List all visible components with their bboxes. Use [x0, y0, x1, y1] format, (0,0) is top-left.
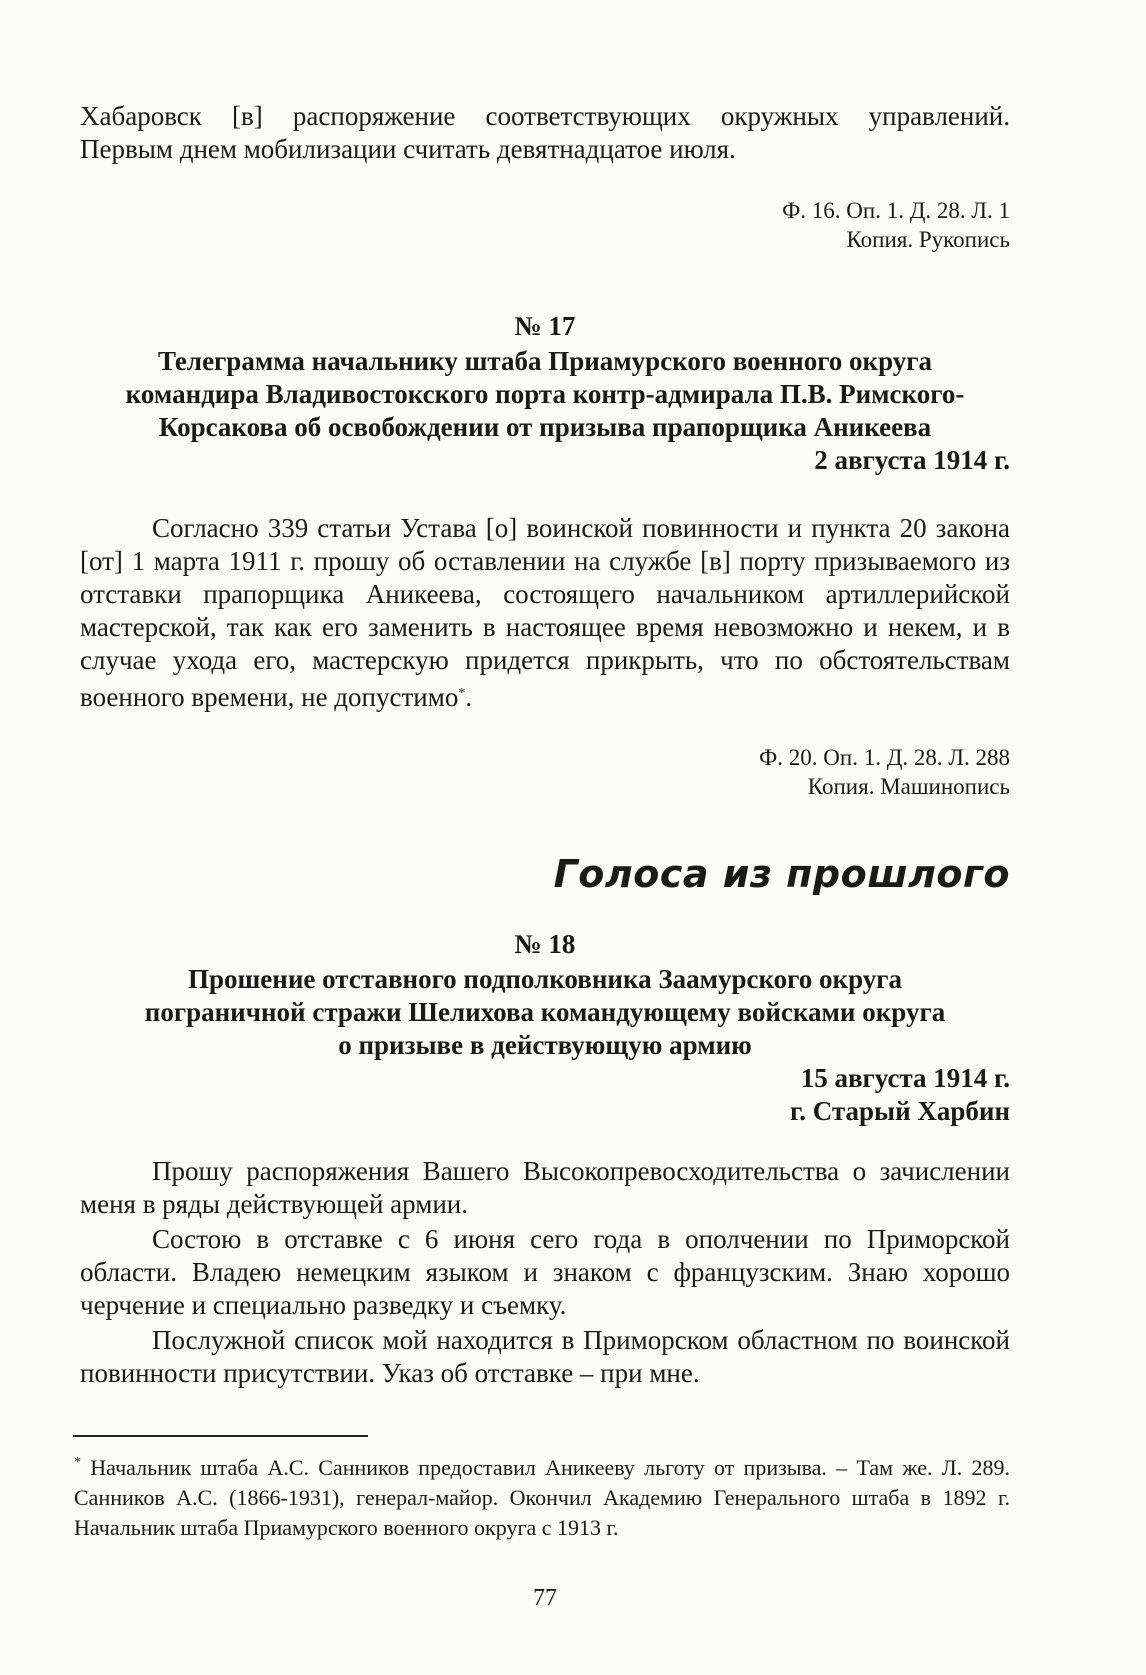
footnote-reference-mark: *: [458, 686, 466, 701]
doc17-date: 2 августа 1914 г.: [814, 445, 1010, 475]
doc17-number: № 17: [514, 311, 576, 341]
footnote-paragraph: [74, 1448, 1010, 1543]
archive-reference-1: [80, 196, 1010, 254]
doc18-title-line-2: пограничной стражи Шелихова командующему войсками округа: [144, 997, 946, 1027]
intro-text: [80, 100, 1010, 166]
footnote-divider: [73, 1435, 368, 1437]
doc17-title-line-1: Телеграмма начальнику штаба Приамурского военного округа: [157, 346, 933, 376]
doc18-paragraph-1: Прошу распоряжения Вашего Высокопревосходительства о зачислении меня в ряды действующей армии.: [80, 1156, 1010, 1219]
doc18-number: № 18: [514, 929, 576, 959]
doc17-paragraph: Согласно 339 статьи Устава [о] воинской повинности и пункта 20 закона [от] 1 марта 1911 г. прошу об оставлении на службе [в] порту призываемого из отставки прапорщика Аникеева, состоящего начальником артиллерийской мастерской, так как его заменить в настоящее время невозможно и некем, и в случае ухода его, мастерскую придется прикрыть, что по обстоятельствам военного времени, не допустимо*.: [80, 513, 1010, 712]
doc18-header: [80, 928, 1010, 1128]
doc18-paragraph-2: Состою в отставке с 6 июня сего года в ополчении по Приморской области. Владею немецким языком и знаком с французским. Знаю хорошо черчение и специально разведку и съемку.: [80, 1224, 1010, 1320]
doc18-body: [80, 1155, 1010, 1390]
doc17-title-line-3: Корсакова об освобождении от призыва прапорщика Аникеева: [158, 412, 932, 442]
page-number: [80, 1585, 1010, 1612]
doc18-title-line-1: Прошение отставного подполковника Заамурского округа: [188, 964, 902, 994]
doc18-title-line-3: о призыве в действующую армию: [338, 1030, 752, 1060]
doc17-header: [80, 310, 1010, 477]
section-title: [80, 852, 1010, 896]
doc18-place: г. Старый Харбин: [790, 1096, 1010, 1126]
intro-line-1: Хабаровск [в] распоряжение соответствующих окружных управлений.: [80, 101, 1010, 131]
archive-copy-type: Копия. Рукопись: [846, 227, 1010, 252]
archive-ref: Ф. 16. Оп. 1. Д. 28. Л. 1: [782, 198, 1010, 223]
doc17-title-line-2: командира Владивостокского порта контр-адмирала П.В. Римского-: [125, 379, 965, 409]
archive-reference-2: [80, 743, 1010, 801]
doc18-paragraph-3: Послужной список мой находится в Приморском областном по воинской повинности присутствии. Указ об отставке – при мне.: [80, 1325, 1010, 1388]
footnote-text: Начальник штаба А.С. Санников предоставил Аникееву льготу от призыва. – Там же. Л. 289. Санников А.С. (1866-1931), генерал-майор. Окончил Академию Генерального штаба в 1892 г. Начальник штаба Приамурского военного округа с 1913 г.: [74, 1455, 1011, 1540]
doc18-date: 15 августа 1914 г.: [800, 1063, 1010, 1093]
doc17-body: [80, 512, 1010, 714]
footnote: [74, 1448, 1010, 1543]
doc17-body-text: Согласно 339 статьи Устава [о] воинской повинности и пункта 20 закона [от] 1 марта 1911 г. прошу об оставлении на службе [в] порту призываемого из отставки прапорщика Аникеева, состоящего начальником артиллерийской мастерской, так как его заменить в настоящее время невозможно и некем, и в случае ухода его, мастерскую придется прикрыть, что по обстоятельствам военного времени, не допустимо: [80, 513, 1010, 712]
archive-copy-type: Копия. Машинопись: [807, 774, 1010, 799]
footnote-mark: *: [74, 1455, 81, 1470]
intro-line-2: Первым днем мобилизации считать девятнадцатое июля.: [80, 134, 736, 164]
archive-ref: Ф. 20. Оп. 1. Д. 28. Л. 288: [759, 745, 1010, 770]
page-number-text: 77: [533, 1585, 557, 1611]
section-title-text: Голоса из прошлого: [553, 852, 1010, 896]
